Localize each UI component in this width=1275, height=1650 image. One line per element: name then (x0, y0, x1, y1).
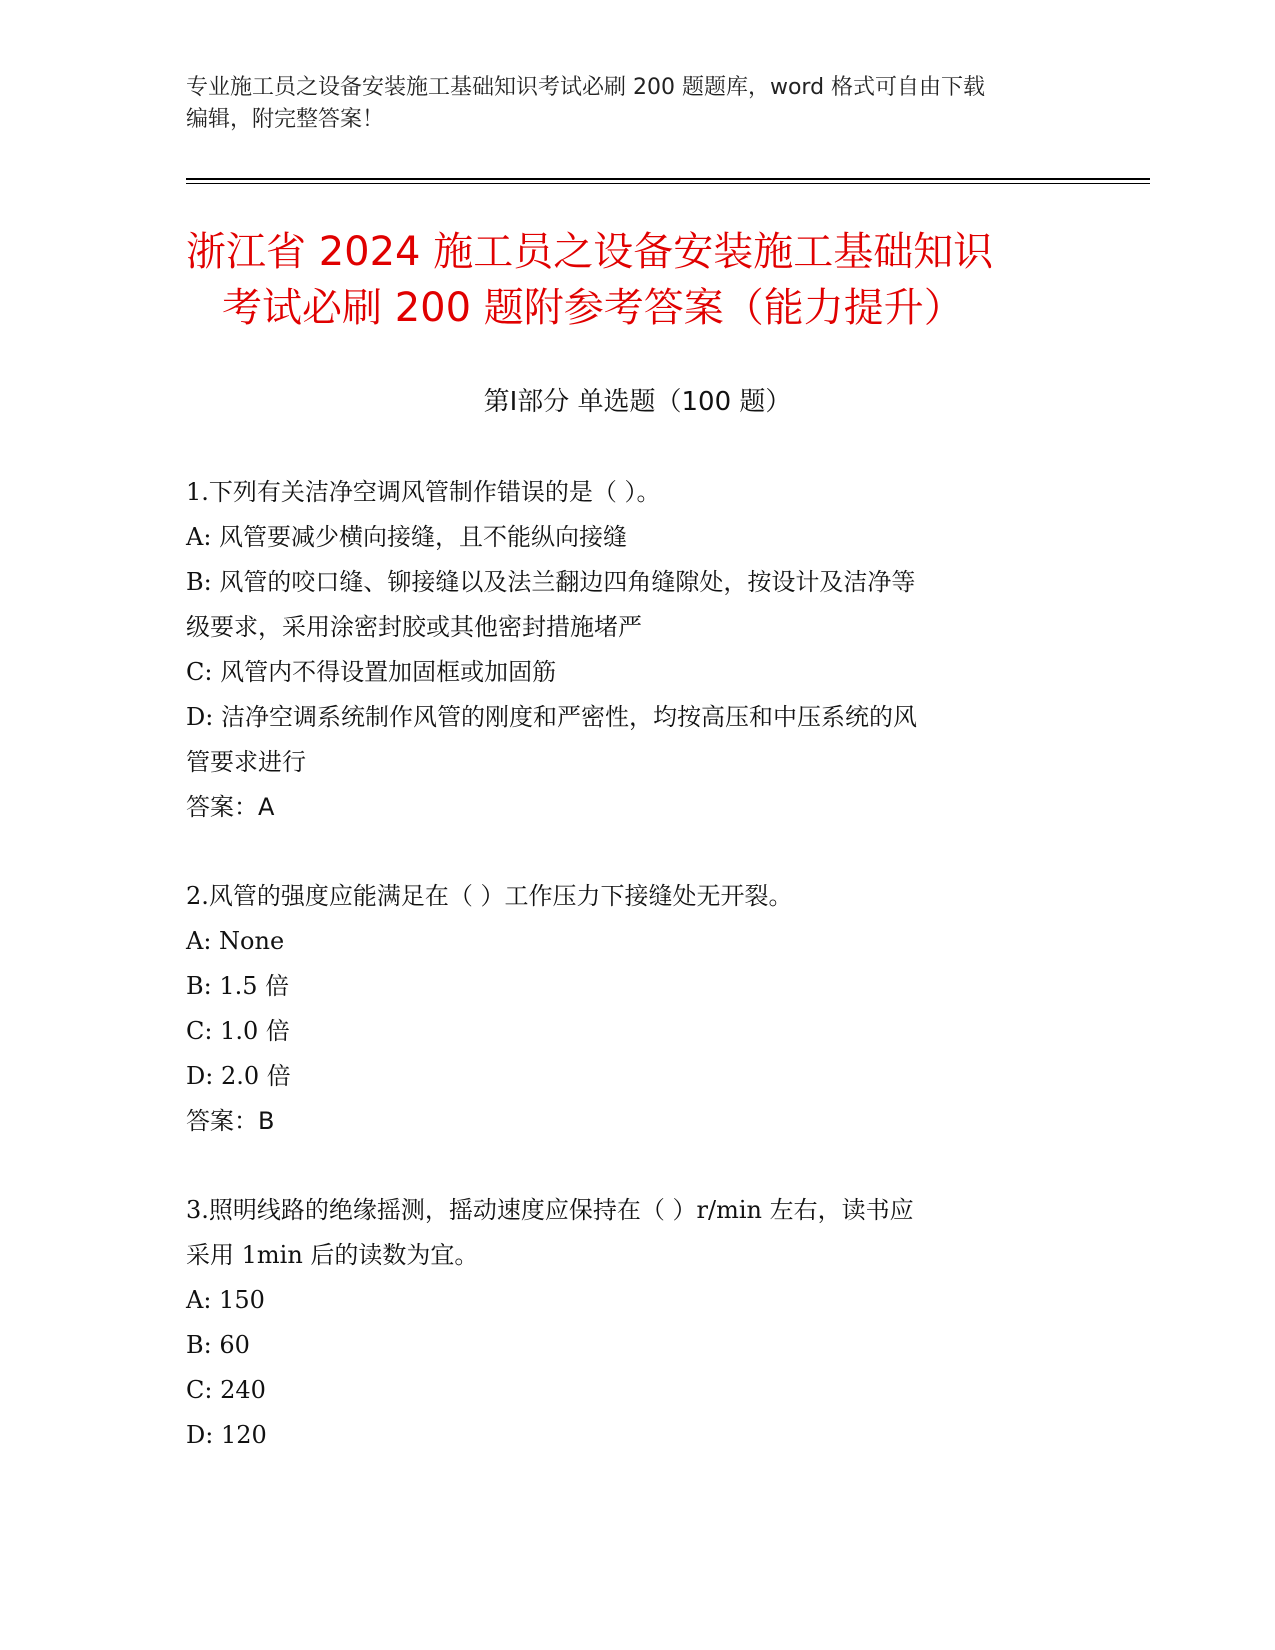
document-title (186, 224, 1086, 336)
question-list (186, 470, 1066, 1502)
option-a: A: 风管要减少横向接缝，且不能纵向接缝 (186, 523, 628, 551)
option-b-continued: 级要求，采用涂密封胶或其他密封措施堵严 (186, 613, 642, 641)
option-a: A: 150 (186, 1286, 265, 1314)
title-line: 考试必刷 200 题附参考答案（能力提升） (222, 285, 964, 331)
question-item (186, 874, 1066, 1144)
question-item (186, 470, 1066, 830)
title-line: 浙江省 2024 施工员之设备安装施工基础知识 (186, 229, 994, 275)
option-c: C: 1.0 倍 (186, 1017, 290, 1045)
intro-line: 专业施工员之设备安装施工基础知识考试必刷 200 题题库，word 格式可自由下载 (186, 75, 986, 100)
intro-text (186, 72, 1086, 136)
header-divider-thick (186, 178, 1150, 180)
option-c: C: 风管内不得设置加固框或加固筋 (186, 658, 557, 686)
option-d-continued: 管要求进行 (186, 748, 306, 776)
option-b: B: 60 (186, 1331, 250, 1359)
section-title: 第Ⅰ部分 单选题（100 题） (483, 387, 792, 417)
answer-label: 答案：A (186, 793, 275, 821)
option-b: B: 1.5 倍 (186, 972, 290, 1000)
question-stem: 3.照明线路的绝缘摇测，摇动速度应保持在（ ）r/min 左右，读书应 (186, 1196, 914, 1224)
answer-label: 答案：B (186, 1107, 275, 1135)
option-d: D: 2.0 倍 (186, 1062, 291, 1090)
option-b: B: 风管的咬口缝、铆接缝以及法兰翻边四角缝隙处，按设计及洁净等 (186, 568, 916, 596)
header-divider-thin (186, 183, 1150, 184)
option-c: C: 240 (186, 1376, 266, 1404)
option-a: A: None (186, 927, 285, 955)
question-stem: 2.风管的强度应能满足在（ ）工作压力下接缝处无开裂。 (186, 882, 793, 910)
option-d: D: 120 (186, 1421, 267, 1449)
question-stem-continued: 采用 1min 后的读数为宜。 (186, 1241, 479, 1269)
question-item (186, 1188, 1066, 1458)
question-stem: 1.下列有关洁净空调风管制作错误的是（ ）。 (186, 478, 661, 506)
intro-line: 编辑，附完整答案！ (186, 107, 385, 132)
option-d: D: 洁净空调系统制作风管的刚度和严密性，均按高压和中压系统的风 (186, 703, 917, 731)
